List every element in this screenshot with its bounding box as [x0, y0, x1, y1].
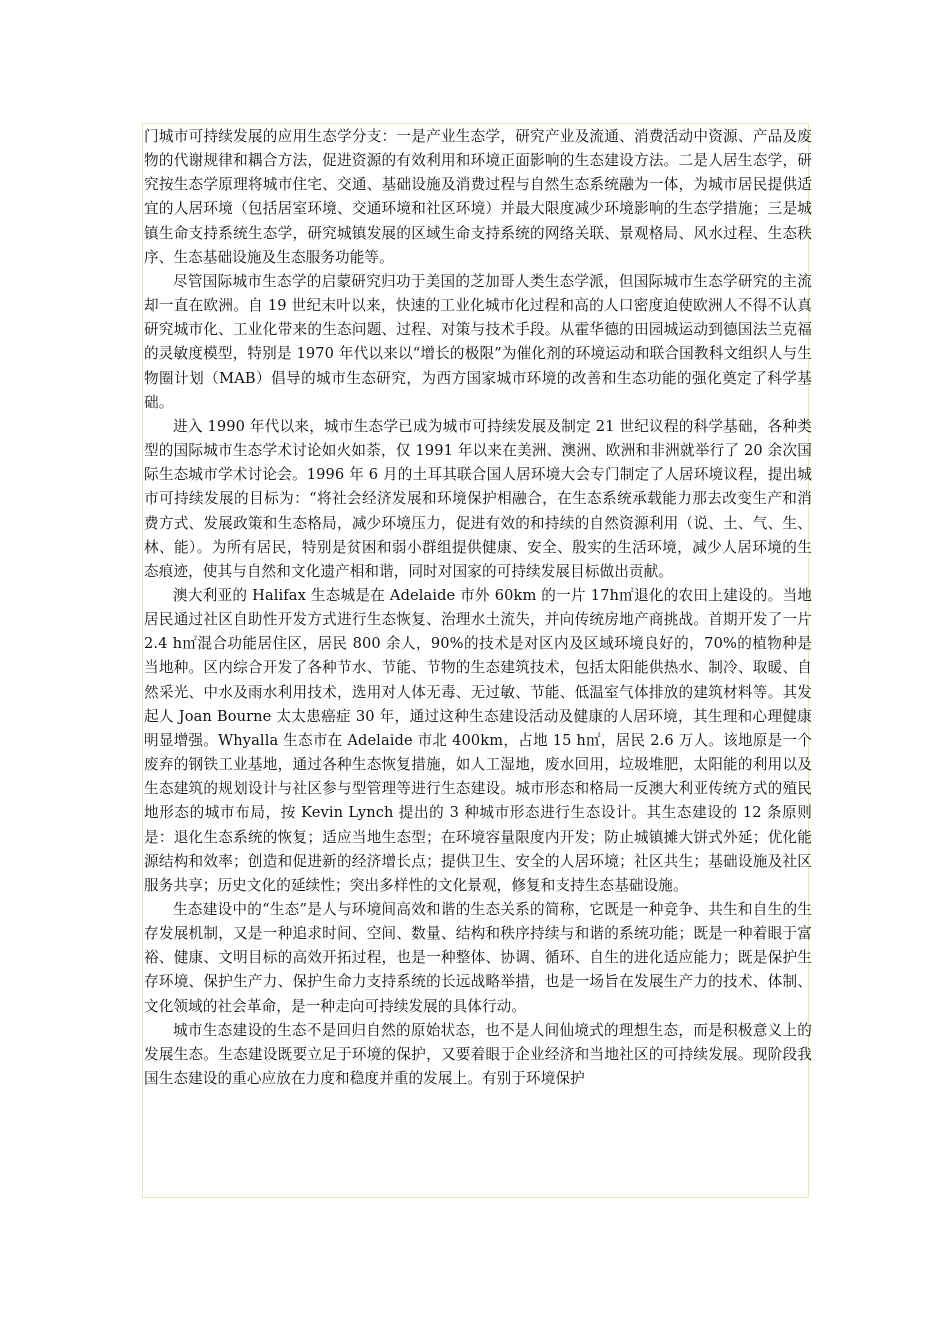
paragraph: 澳大利亚的 Halifax 生态城是在 Adelaide 市外 60km 的一片 17h㎡退化的农田上建设的。当地居民通过社区自助性开发方式进行生态恢复、治理水土流失，并向传统房地产商挑战。首期开发了一片 2.4 h㎡混合功能居住区，居民 800 余人，90%的技术是对区内及区域环境良好的，70%的植物种是当地种。区内综合开发了各种节水、节能、节物的生态建筑技术，包括太阳能供热水、制冷、取暖、自然采光、中水及雨水利用技术，选用对人体无毒、无过敏、节能、低温室气体排放的建筑材料等。其发起人 Joan Bourne 太太患癌症 30 年，通过这种生态建设活动及健康的人居环境，其生理和心理健康明显增强。Whyalla 生态市在 Adelaide 市北 400km，占地 15 h㎡，居民 2.6 万人。该地原是一个废弃的钢铁工业基地，通过各种生态恢复措施，如人工湿地，废水回用，垃圾堆肥，太阳能的利用以及生态建筑的规划设计与社区参与型管理等进行生态建设。城市形态和格局一反澳大利亚传统方式的殖民地形态的城市布局，按 Kevin Lynch 提出的 3 种城市形态进行生态设计。其生态建设的 12 条原则是：退化生态系统的恢复；适应当地生态型；在环境容量限度内开发；防止城镇摊大饼式外延；优化能源结构和效率；创造和促进新的经济增长点；提供卫生、安全的人居环境；社区共生；基础设施及社区服务共享；历史文化的延续性；突出多样性的文化景观，修复和支持生态基础设施。 [144, 586, 812, 894]
paragraph: 门城市可持续发展的应用生态学分支：一是产业生态学，研究产业及流通、消费活动中资源、产品及废物的代谢规律和耦合方法，促进资源的有效利用和环境正面影响的生态建设方法。二是人居生态学，研究按生态学原理将城市住宅、交通、基础设施及消费过程与自然生态系统融为一体，为城市居民提供适宜的人居环境（包括居室环境、交通环境和社区环境）并最大限度减少环境影响的生态学措施；三是城镇生命支持系统生态学，研究城镇发展的区域生命支持系统的网络关联、景观格局、风水过程、生态秩序、生态基础设施及生态服务功能等。 [144, 128, 812, 266]
paragraph: 尽管国际城市生态学的启蒙研究归功于美国的芝加哥人类生态学派，但国际城市生态学研究的主流却一直在欧洲。自 19 世纪末叶以来，快速的工业化城市化过程和高的人口密度迫使欧洲人不得不认真研究城市化、工业化带来的生态问题、过程、对策与技术手段。从霍华德的田园城运动到德国法兰克福的灵敏度模型，特别是 1970 年代以来以“增长的极限”为催化剂的环境运动和联合国教科文组织人与生物圈计划（MAB）倡导的城市生态研究，为西方国家城市环境的改善和生态功能的强化奠定了科学基础。 [144, 272, 812, 411]
paragraph: 进入 1990 年代以来，城市生态学已成为城市可持续发展及制定 21 世纪议程的科学基础，各种类型的国际城市生态学术讨论如火如荼，仅 1991 年以来在美洲、澳洲、欧洲和非洲就举行了 20 余次国际生态城市学术讨论会。1996 年 6 月的土耳其联合国人居环境大会专门制定了人居环境议程，提出城市可持续发展的目标为：“将社会经济发展和环境保护相融合，在生态系统承载能力那去改变生产和消费方式、发展政策和生态格局，减少环境压力，促进有效的和持续的自然资源利用（说、土、气、生、林、能）。为所有居民，特别是贫困和弱小群组提供健康、安全、殷实的生活环境，减少人居环境的生态痕迹，使其与自然和文化遗产相和谐，同时对国家的可持续发展目标做出贡献。 [144, 417, 812, 580]
body-text [144, 125, 812, 1091]
paragraph: 生态建设中的“生态”是人与环境间高效和谐的生态关系的简称，它既是一种竞争、共生和自生的生存发展机制，又是一种追求时间、空间、数量、结构和秩序持续与和谐的系统功能；既是一种着眼于富裕、健康、文明目标的高效开拓过程，也是一种整体、协调、循环、自生的进化适应能力；既是保护生存环境、保护生产力、保护生命力支持系统的长远战略举措，也是一场旨在发展生产力的技术、体制、文化领域的社会革命，是一种走向可持续发展的具体行动。 [144, 901, 812, 1015]
paragraph: 城市生态建设的生态不是回归自然的原始状态，也不是人间仙境式的理想生态，而是积极意义上的发展生态。生态建设既要立足于环境的保护，又要着眼于企业经济和当地社区的可持续发展。现阶段我国生态建设的重心应放在力度和稳度并重的发展上。有别于环境保护 [144, 1021, 812, 1088]
